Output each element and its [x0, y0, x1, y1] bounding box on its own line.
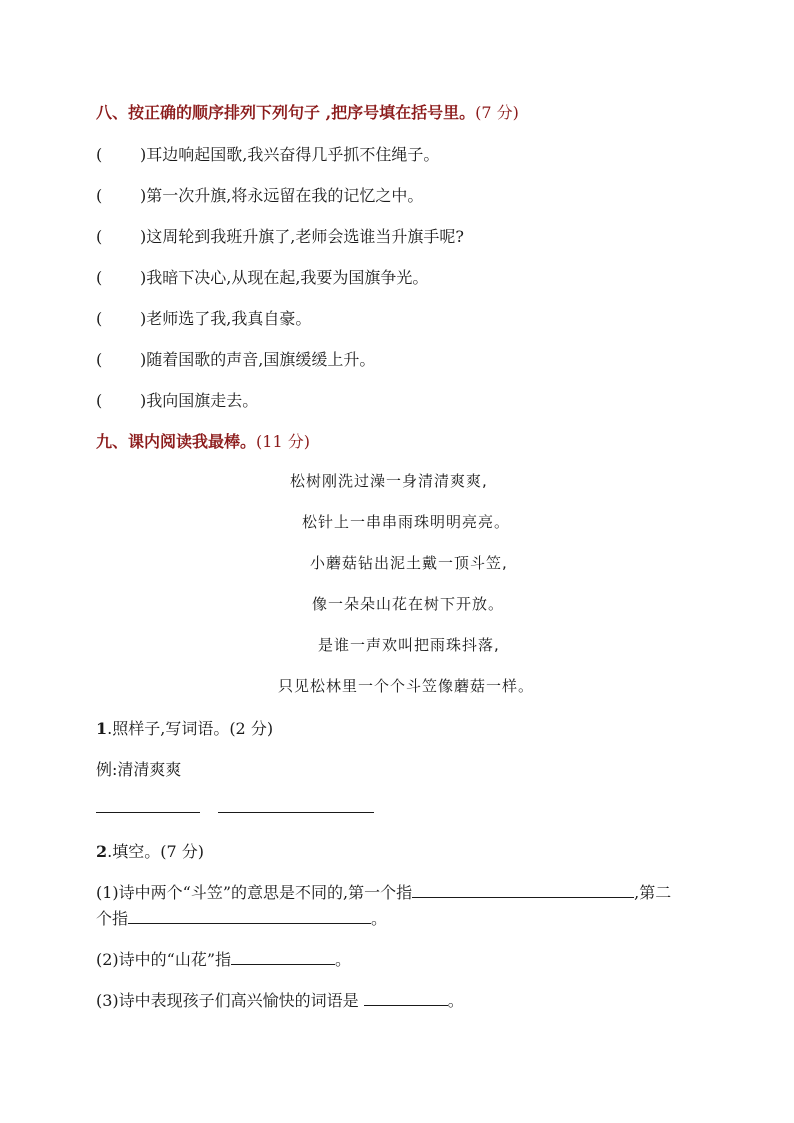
- part-1-text-a: (1)诗中两个“斗笠”的意思是不同的,第一个指: [96, 883, 413, 902]
- order-blank-5[interactable]: [96, 309, 140, 328]
- answer-blank-2[interactable]: [218, 798, 374, 813]
- question-2-part-2: [96, 947, 351, 970]
- sentence-text: 耳边响起国歌,我兴奋得几乎抓不住绳子。: [146, 145, 440, 164]
- part-1-text-c: 个指: [96, 909, 129, 928]
- part-1-text-d: 。: [371, 909, 388, 928]
- sentence-text: 老师选了我,我真自豪。: [146, 309, 312, 328]
- poem-line-3: 小蘑菇钻出泥土戴一顶斗笠,: [310, 554, 508, 572]
- order-blank-1[interactable]: [96, 145, 140, 164]
- open-paren: (: [96, 350, 103, 369]
- answer-blank-1[interactable]: [96, 798, 200, 813]
- question-1-text: .照样子,写词语。(2 分): [107, 719, 274, 738]
- order-blank-2[interactable]: [96, 186, 140, 205]
- part-1-text-b: ,第二: [634, 883, 672, 902]
- close-paren: ): [140, 391, 147, 410]
- order-blank-7[interactable]: [96, 391, 140, 410]
- order-blank-3[interactable]: [96, 227, 140, 246]
- section-8-title: [96, 100, 519, 123]
- poem-line-1: 松树刚洗过澡一身清清爽爽,: [290, 472, 488, 490]
- question-1-answer-row: [96, 798, 374, 817]
- sentence-text: 这周轮到我班升旗了,老师会选谁当升旗手呢?: [146, 227, 464, 246]
- ordering-item-1: [96, 142, 439, 165]
- question-1-example: 例:清清爽爽: [96, 760, 182, 779]
- section-9-title: [96, 429, 310, 452]
- poem-line-5: 是谁一声欢叫把雨珠抖落,: [318, 636, 500, 654]
- order-blank-4[interactable]: [96, 268, 140, 287]
- close-paren: ): [140, 309, 147, 328]
- open-paren: (: [96, 391, 103, 410]
- close-paren: ): [140, 268, 147, 287]
- part-3-text-b: 。: [447, 991, 464, 1010]
- open-paren: (: [96, 309, 103, 328]
- part-2-blank[interactable]: [231, 950, 335, 965]
- open-paren: (: [96, 227, 103, 246]
- section-8-title-text: 八、按正确的顺序排列下列句子 ,把序号填在括号里。: [96, 103, 476, 122]
- ordering-item-6: [96, 347, 375, 370]
- question-2-part-3: [96, 988, 464, 1011]
- question-2-part-1-line-1: [96, 880, 671, 903]
- open-paren: (: [96, 145, 103, 164]
- ordering-item-5: [96, 306, 311, 329]
- part-3-blank[interactable]: [364, 991, 448, 1006]
- close-paren: ): [140, 350, 147, 369]
- sentence-text: 第一次升旗,将永远留在我的记忆之中。: [146, 186, 424, 205]
- part-1-blank-2[interactable]: [128, 909, 371, 924]
- question-2: [96, 839, 204, 862]
- close-paren: ): [140, 227, 147, 246]
- sentence-text: 随着国歌的声音,国旗缓缓上升。: [146, 350, 376, 369]
- section-8-score: (7 分): [475, 103, 519, 122]
- question-1: [96, 716, 273, 739]
- section-9-score: (11 分): [256, 432, 310, 451]
- part-2-text-b: 。: [335, 950, 352, 969]
- poem-line-4: 像一朵朵山花在树下开放。: [312, 595, 505, 613]
- section-9-title-text: 九、课内阅读我最棒。: [96, 432, 257, 451]
- close-paren: ): [140, 186, 147, 205]
- ordering-item-3: [96, 224, 464, 247]
- open-paren: (: [96, 268, 103, 287]
- ordering-item-4: [96, 265, 428, 288]
- question-2-text: .填空。(7 分): [107, 842, 204, 861]
- order-blank-6[interactable]: [96, 350, 140, 369]
- sentence-text: 我向国旗走去。: [146, 391, 259, 410]
- question-1-number: 1: [96, 719, 108, 738]
- close-paren: ): [140, 145, 147, 164]
- question-2-number: 2: [96, 842, 108, 861]
- ordering-item-2: [96, 183, 423, 206]
- ordering-item-7: [96, 388, 258, 411]
- poem-line-2: 松针上一串串雨珠明明亮亮。: [302, 513, 511, 531]
- poem-line-6: 只见松林里一个个斗笠像蘑菇一样。: [278, 677, 535, 695]
- part-1-blank-1[interactable]: [412, 883, 634, 898]
- sentence-text: 我暗下决心,从现在起,我要为国旗争光。: [146, 268, 429, 287]
- part-2-text-a: (2)诗中的“山花”指: [96, 950, 232, 969]
- question-2-part-1-line-2: [96, 906, 387, 929]
- part-3-text-a: (3)诗中表现孩子们高兴愉快的词语是: [96, 991, 364, 1010]
- open-paren: (: [96, 186, 103, 205]
